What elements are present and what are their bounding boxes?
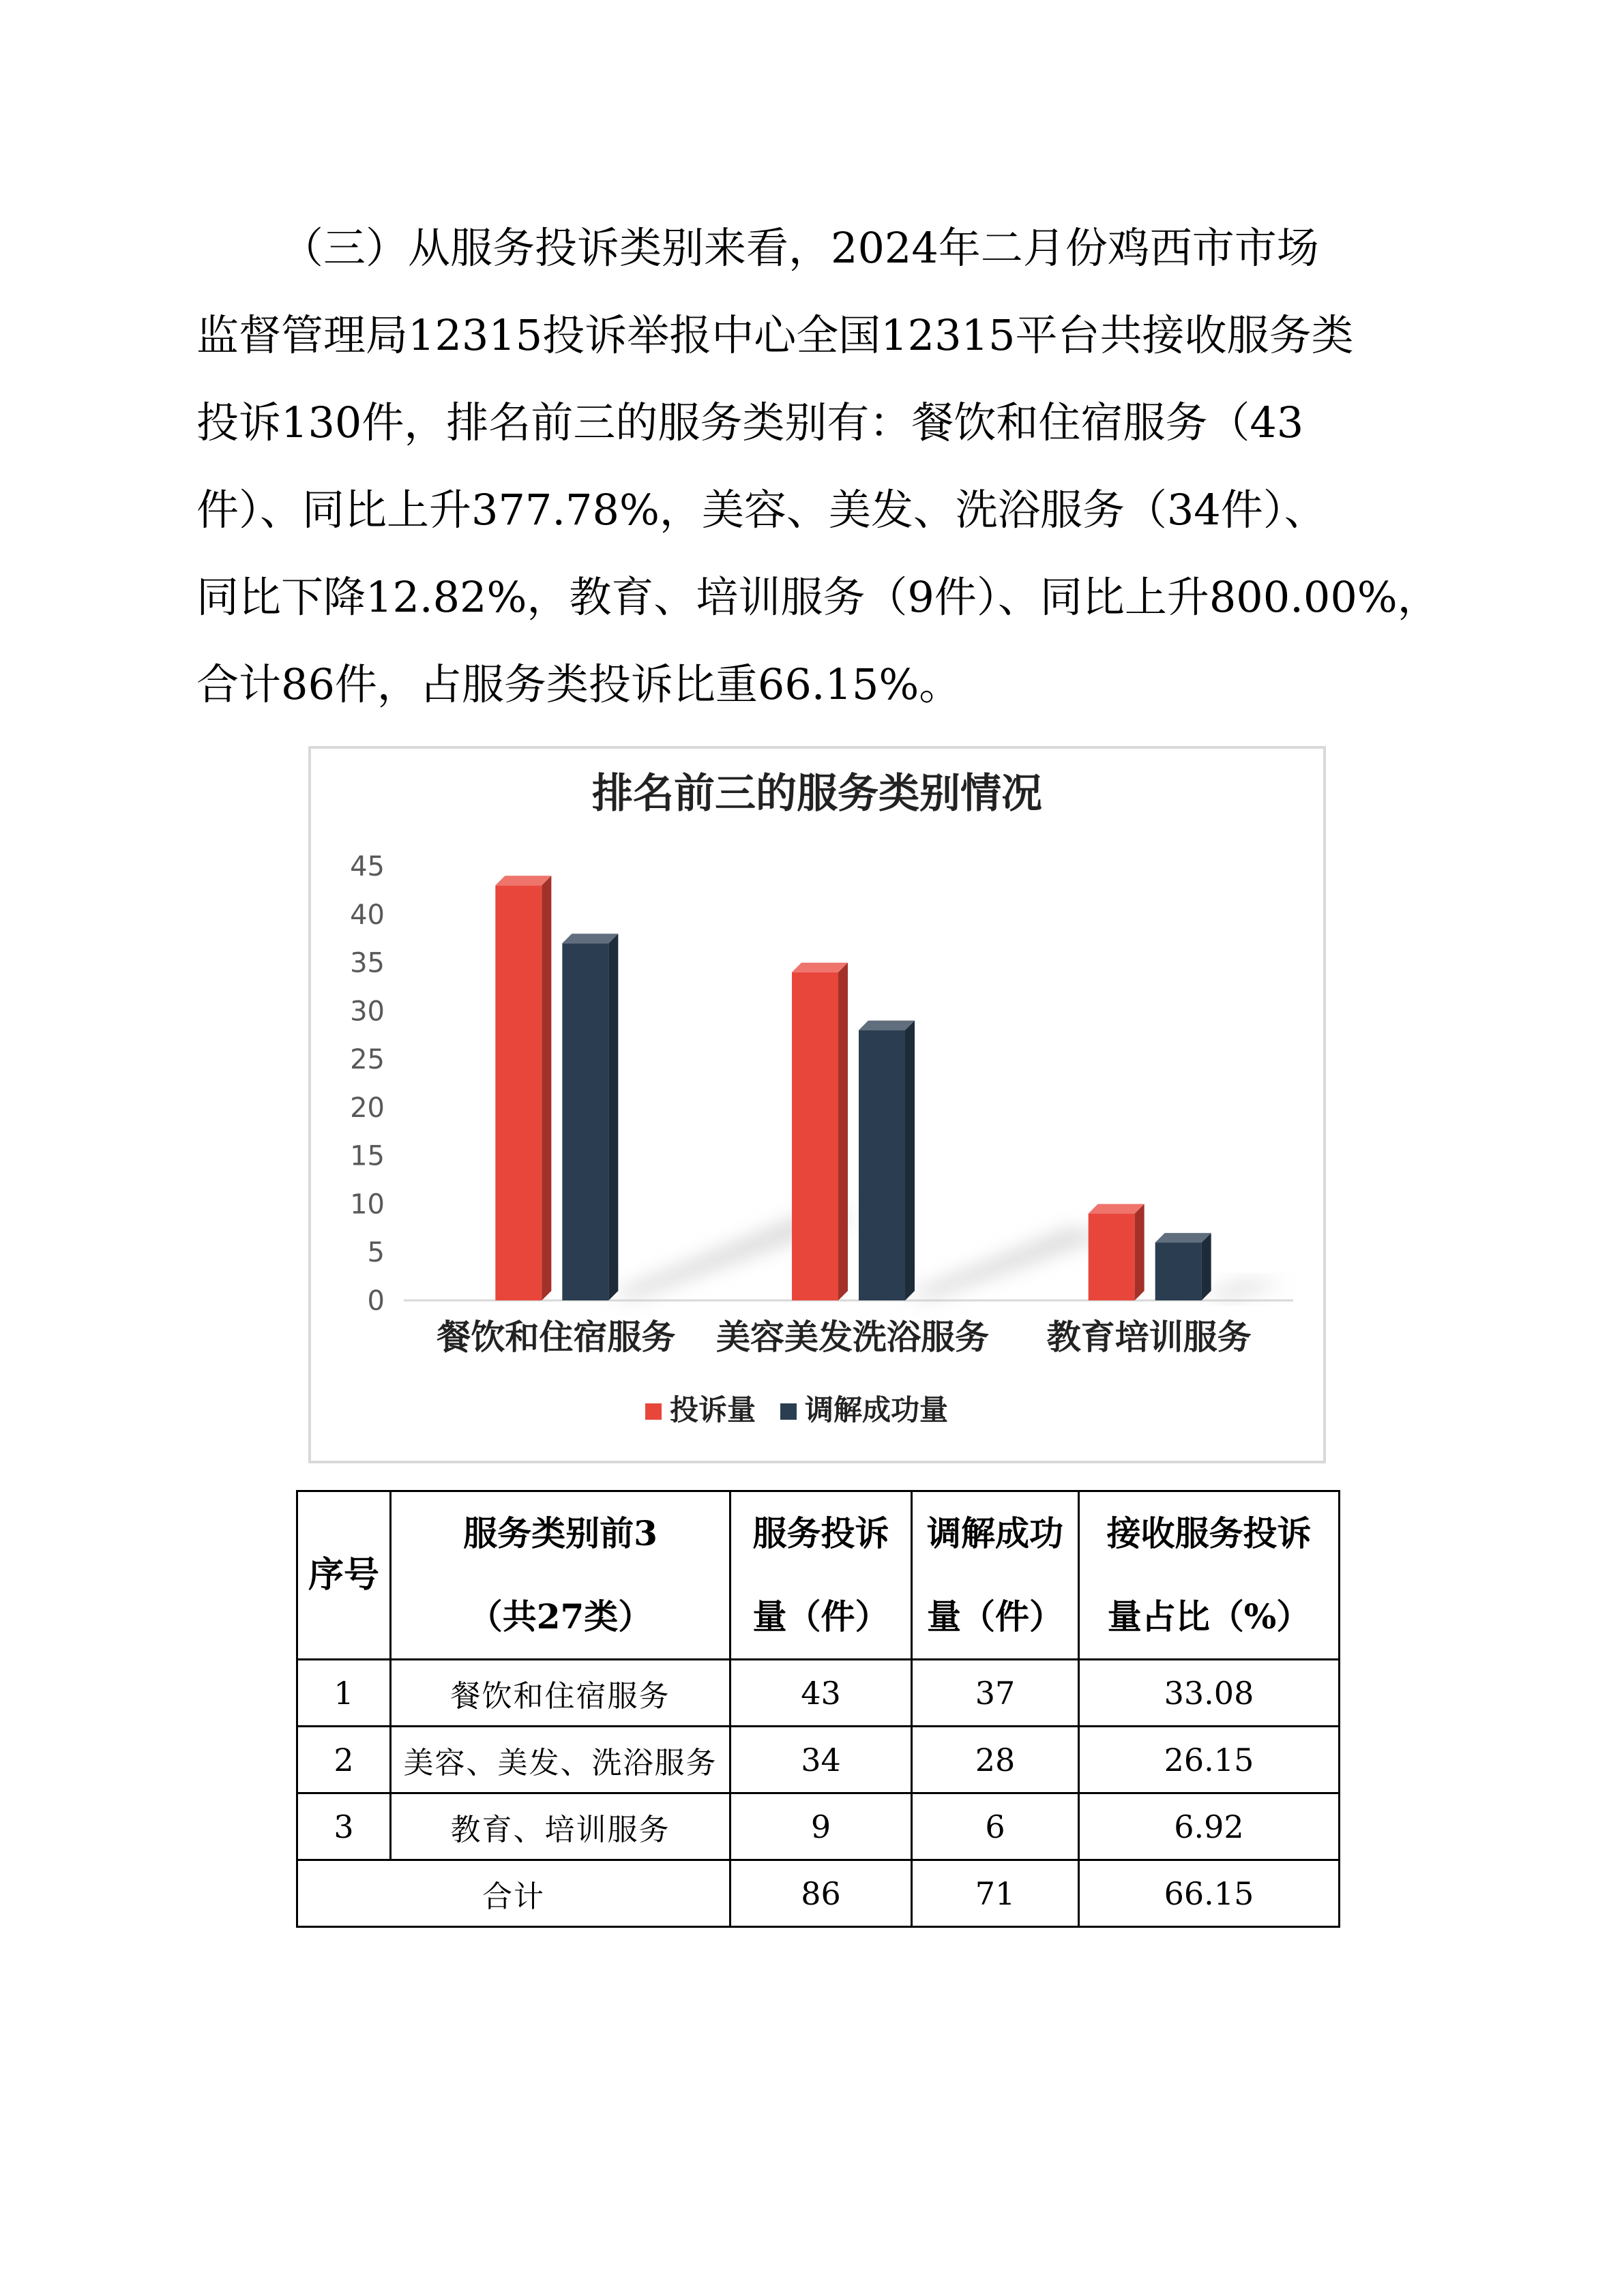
paragraph-line: 同比下降12.82%，教育、培训服务（9件）、同比上升800.00%，	[196, 572, 1440, 622]
x-tick-label: 教育培训服务	[1046, 1317, 1252, 1357]
bar	[1089, 1214, 1135, 1300]
cell-total-label: 合计	[297, 1860, 730, 1927]
cell-mediated: 37	[912, 1660, 1079, 1727]
cell-seq: 1	[297, 1660, 391, 1727]
bar-side	[838, 963, 848, 1300]
bar-side	[542, 876, 551, 1300]
y-tick-label: 0	[367, 1285, 385, 1317]
header-mediated-line2: 量（件）	[927, 1596, 1063, 1637]
y-tick-label: 5	[367, 1237, 385, 1269]
table-row	[297, 1793, 1340, 1860]
bar-top	[1155, 1233, 1211, 1242]
bar-shadow	[1202, 1281, 1286, 1298]
chart-title: 排名前三的服务类别情况	[592, 770, 1042, 818]
y-tick-label: 45	[350, 851, 385, 882]
header-ratio	[1079, 1491, 1340, 1660]
bar-side	[1202, 1233, 1211, 1300]
bar-top	[495, 876, 551, 885]
legend-label: 投诉量	[670, 1393, 756, 1427]
table-row	[297, 1660, 1340, 1727]
header-ratio-line1: 接收服务投诉	[1106, 1513, 1312, 1553]
cell-complaints: 34	[730, 1727, 912, 1793]
header-category	[391, 1491, 730, 1660]
x-tick-label: 餐饮和住宿服务	[437, 1317, 676, 1357]
cell-total-complaints: 86	[730, 1860, 912, 1927]
bar-side	[608, 934, 618, 1300]
bar-side	[905, 1021, 915, 1300]
cell-category: 教育、培训服务	[391, 1793, 730, 1860]
body-paragraph	[196, 205, 1441, 728]
paragraph-line: 监督管理局12315投诉举报中心全国12315平台共接收服务类	[196, 310, 1354, 360]
paragraph-line: 投诉130件，排名前三的服务类别有：餐饮和住宿服务（43	[196, 398, 1304, 447]
cell-ratio: 6.92	[1079, 1793, 1340, 1860]
header-seq: 序号	[297, 1491, 391, 1660]
header-mediated-line1: 调解成功	[927, 1513, 1063, 1553]
chart-frame	[308, 746, 1326, 1463]
bar-chart	[311, 749, 1323, 1461]
cell-ratio: 33.08	[1079, 1660, 1340, 1727]
cell-seq: 2	[297, 1727, 391, 1793]
bar-shadow	[905, 1228, 1110, 1298]
cell-complaints: 9	[730, 1793, 912, 1860]
cell-category: 餐饮和住宿服务	[391, 1660, 730, 1727]
x-tick-label: 美容美发洗浴服务	[716, 1317, 989, 1357]
bar	[562, 943, 608, 1300]
bar-top	[562, 934, 618, 943]
cell-mediated: 28	[912, 1727, 1079, 1793]
bar	[792, 972, 838, 1300]
service-category-table	[296, 1490, 1340, 1928]
bar-side	[1135, 1204, 1145, 1300]
y-tick-label: 35	[350, 947, 385, 979]
bar-top	[859, 1021, 915, 1030]
paragraph-line: 合计86件，占服务类投诉比重66.15%。	[196, 659, 962, 709]
table-row	[297, 1727, 1340, 1793]
cell-complaints: 43	[730, 1660, 912, 1727]
paragraph-line: 件）、同比上升377.78%，美容、美发、洗浴服务（34件）、	[196, 485, 1327, 535]
header-category-line2: （共27类）	[468, 1596, 653, 1637]
bar-top	[792, 963, 848, 972]
cell-mediated: 6	[912, 1793, 1079, 1860]
cell-ratio: 26.15	[1079, 1727, 1340, 1793]
legend-swatch	[780, 1403, 797, 1420]
y-tick-label: 40	[350, 899, 385, 931]
y-tick-label: 10	[350, 1189, 385, 1221]
table-total-row	[297, 1860, 1340, 1927]
table-header-row	[297, 1491, 1340, 1660]
bar	[1155, 1242, 1202, 1300]
y-tick-label: 20	[350, 1092, 385, 1124]
header-category-line1: 服务类别前3	[463, 1513, 658, 1553]
header-complaints-line1: 服务投诉	[752, 1513, 889, 1553]
y-tick-label: 25	[350, 1044, 385, 1076]
paragraph-line: （三）从服务投诉类别来看，2024年二月份鸡西市市场	[281, 223, 1319, 273]
header-complaints	[730, 1491, 912, 1660]
cell-category: 美容、美发、洗浴服务	[391, 1727, 730, 1793]
header-complaints-line2: 量（件）	[752, 1596, 889, 1637]
bar	[859, 1030, 905, 1300]
legend-swatch	[645, 1403, 662, 1420]
cell-total-ratio: 66.15	[1079, 1860, 1340, 1927]
bar-top	[1089, 1204, 1145, 1214]
header-mediated	[912, 1491, 1079, 1660]
y-tick-label: 15	[350, 1140, 385, 1172]
bar	[495, 885, 542, 1300]
legend-label: 调解成功量	[805, 1393, 949, 1427]
header-ratio-line2: 量占比（%）	[1107, 1596, 1311, 1637]
cell-total-mediated: 71	[912, 1860, 1079, 1927]
cell-seq: 3	[297, 1793, 391, 1860]
y-tick-label: 30	[350, 996, 385, 1028]
